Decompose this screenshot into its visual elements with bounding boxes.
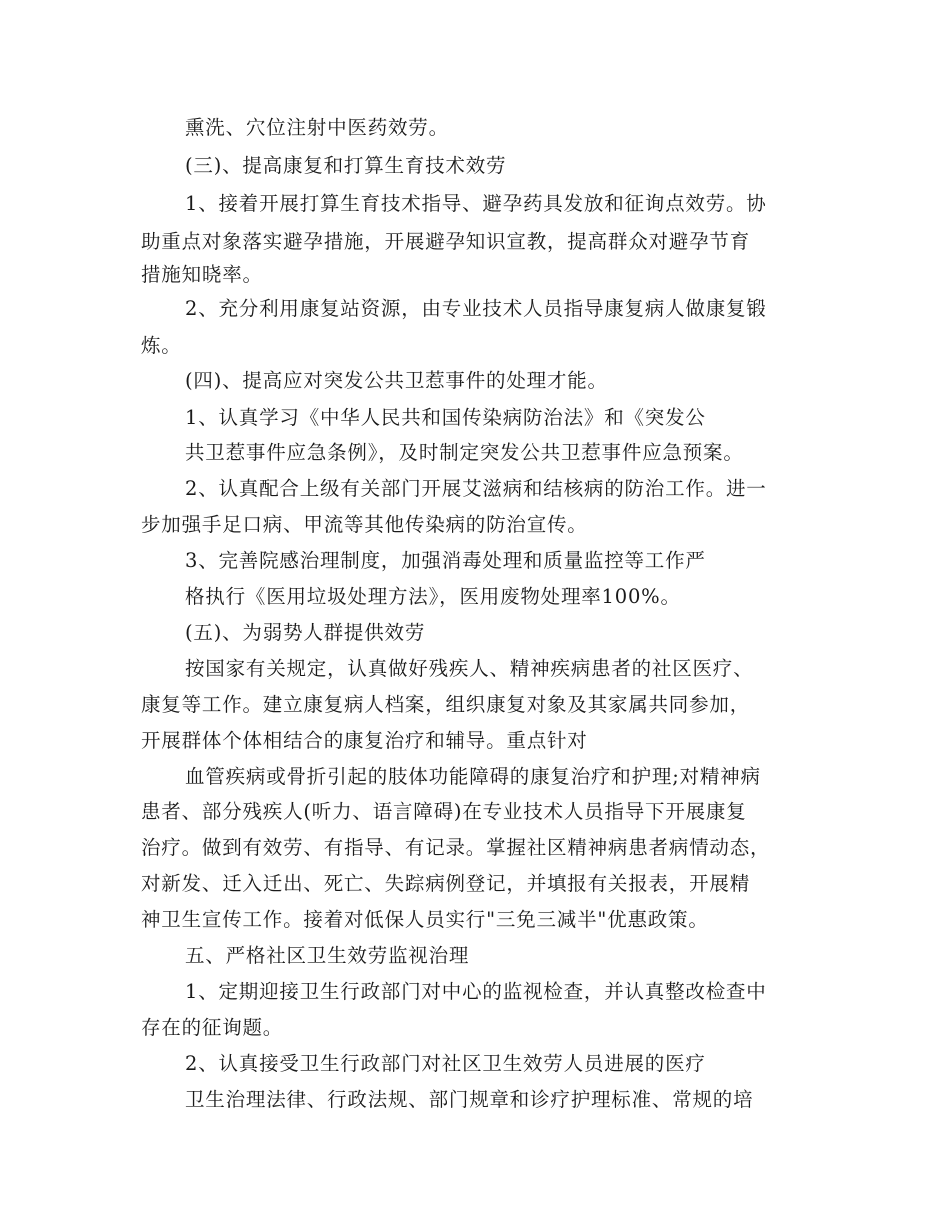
text-line: 措施知晓率。: [141, 263, 263, 286]
text-line: 血管疾病或骨折引起的肢体功能障碍的康复治疗和护理;对精神病: [185, 765, 761, 788]
text-line: 2、认真配合上级有关部门开展艾滋病和结核病的防治工作。进一: [185, 477, 767, 500]
text-line: 1、接着开展打算生育技术指导、避孕药具发放和征询点效劳。协: [185, 192, 767, 215]
section-heading: (三)、提高康复和打算生育技术效劳: [185, 154, 507, 177]
text-line: 按国家有关规定，认真做好残疾人、精神疾病患者的社区医疗、: [185, 657, 754, 680]
section-heading: (五)、为弱势人群提供效劳: [185, 621, 426, 644]
text-line: 康复等工作。建立康复病人档案，组织康复对象及其家属共同参加，: [141, 693, 751, 716]
section-heading: (四)、提高应对突发公共卫惹事件的处理才能。: [185, 369, 608, 392]
text-line: 1、认真学习《中华人民共和国传染病防治法》和《突发公: [185, 406, 706, 429]
text-line: 对新发、迁入迁出、死亡、失踪病例登记，并填报有关报表，开展精: [141, 872, 751, 895]
section-heading: 五、严格社区卫生效劳监视治理: [185, 944, 470, 967]
text-line: 存在的征询题。: [141, 1016, 284, 1039]
text-line: 熏洗、穴位注射中医药效劳。: [185, 116, 449, 139]
text-line: 格执行《医用垃圾处理方法》，医用废物处理率100%。: [185, 585, 681, 608]
text-line: 助重点对象落实避孕措施，开展避孕知识宣教，提高群众对避孕节育: [141, 230, 751, 253]
text-line: 开展群体个体相结合的康复治疗和辅导。重点针对: [141, 729, 588, 752]
text-line: 患者、部分残疾人(听力、语言障碍)在专业技术人员指导下开展康复: [141, 800, 747, 823]
text-line: 治疗。做到有效劳、有指导、有记录。掌握社区精神病患者病情动态，: [141, 836, 771, 859]
text-line: 1、定期迎接卫生行政部门对中心的监视检查，并认真整改检查中: [185, 980, 767, 1003]
text-line: 共卫惹事件应急条例》，及时制定突发公共卫惹事件应急预案。: [185, 441, 744, 464]
text-line: 神卫生宣传工作。接着对低保人员实行"三免三减半"优惠政策。: [141, 908, 709, 931]
text-line: 2、认真接受卫生行政部门对社区卫生效劳人员进展的医疗: [185, 1052, 706, 1075]
text-line: 卫生治理法律、行政法规、部门规章和诊疗护理标准、常规的培: [185, 1088, 754, 1111]
text-line: 2、充分利用康复站资源，由专业技术人员指导康复病人做康复锻: [185, 297, 767, 320]
text-line: 3、完善院感治理制度，加强消毒处理和质量监控等工作严: [185, 549, 706, 572]
text-line: 炼。: [141, 334, 182, 357]
text-line: 步加强手足口病、甲流等其他传染病的防治宣传。: [141, 513, 588, 536]
